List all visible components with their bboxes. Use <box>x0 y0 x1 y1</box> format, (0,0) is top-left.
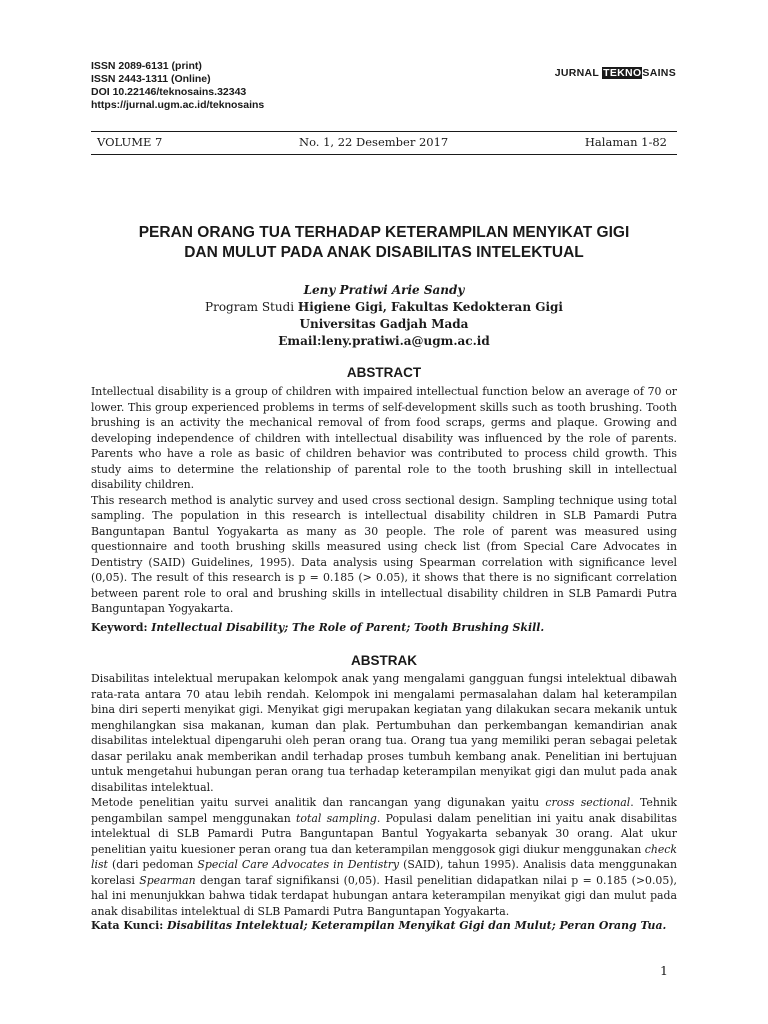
abstrak-p2-a: Metode penelitian yaitu survei analitik dan rancangan yang digunakan yaitu <box>91 796 546 809</box>
affiliation-university: Universitas Gadjah Mada <box>299 317 469 331</box>
issn-print: ISSN 2089-6131 (print) <box>91 60 202 72</box>
journal-logo-tekno: TEKNO <box>603 67 642 79</box>
page-number: 1 <box>660 963 668 978</box>
abstrak-p2-g: (dari pedoman <box>107 858 198 871</box>
author-name: Leny Pratiwi Arie Sandy <box>303 283 465 297</box>
journal-logo-suffix: SAINS <box>642 67 676 79</box>
abstrak-p2-f: check list <box>91 842 677 871</box>
affiliation-program <box>60 299 708 316</box>
abstract-body <box>91 384 677 617</box>
doi: DOI 10.22146/teknosains.32343 <box>91 86 247 98</box>
abstrak-paragraph-1: Disabilitas intelektual merupakan kelompok anak yang mengalami gangguan fungsi intelektual dibawah rata-rata antara 70 atau lebih rendah. Kelompok ini mengalami permasalahan dalam hal keterampilan bina diri seperti menyikat gigi. Menyikat gigi merupakan kegiatan yang dilakukan secara mekanik untuk menghilangkan sisa makanan, kuman dan plak. Pertumbuhan dan perkembangan kemandirian anak disabilitas intelektual dipengaruhi oleh peran orang tua. Orang tua yang memiliki peran sebagai peletak dasar perilaku anak memberikan andil terhadap proses tumbuh kembang anak. Penelitian ini bertujuan untuk mengetahui hubungan peran orang tua terhadap keterampilan menyikat gigi dan mulut pada anak disabilitas intelektual. <box>91 672 677 794</box>
abstract-paragraph-1: Intellectual disability is a group of children with impaired intellectual function below an average of 70 or lower. This group experienced problems in terms of self-development skills such as tooth brushing. Tooth brushing is an activity the mechanical removal of from food scraps, germs and plaque. Growing and developing independence of children with intellectual disability was influenced by the role of parents. Parents who have a role as basic of children behavior was contributed to process child growth. This study aims to determine the relationship of parental role to the tooth brushing skill in intellectual disability children. <box>91 385 677 491</box>
abstract-keywords <box>91 620 677 636</box>
abstrak-p2-h: Special Care Advocates in Dentistry <box>197 858 400 871</box>
issue-label: No. 1, 22 Desember 2017 <box>299 135 449 149</box>
publication-metadata <box>91 60 264 112</box>
abstrak-p2-e: . Populasi dalam penelitian ini yaitu anak disabilitas intelektual di SLB Pamardi Putra Banguntapan Bantul Yogyakarta sebanyak 30 orang. Alat ukur penelitian yaitu kuesioner peran orang tua dan keterampilan menggosok gigi diukur menggunakan <box>91 811 677 856</box>
kata-kunci-label: Kata Kunci: <box>91 919 168 932</box>
abstrak-heading: ABSTRAK <box>351 653 417 668</box>
author-email: Email:leny.pratiwi.a@ugm.ac.id <box>278 334 490 348</box>
volume-label: VOLUME 7 <box>97 135 163 149</box>
article-title <box>60 223 708 263</box>
abstrak-p2-b: cross sectional <box>545 796 631 809</box>
volume-rule-top <box>91 131 677 132</box>
article-title-line-1: PERAN ORANG TUA TERHADAP KETERAMPILAN MENYIKAT GIGI <box>138 224 630 241</box>
journal-logo-prefix: JURNAL <box>554 67 603 79</box>
abstract-paragraph-2: This research method is analytic survey and used cross sectional design. Sampling technique using total sampling. The population in this research is intellectual disability children in SLB Pamardi Putra Banguntapan Bantul Yogyakarta as many as 30 people. The role of parent was measured using questionnaire and tooth brushing skills measured using check list (from Special Care Advocates in Dentistry (SAID) Guidelines, 1995). Data analysis using Spearman correlation with significance level (0,05). The result of this research is p = 0.185 (> 0.05), it shows that there is no significant correlation between parent role to oral and brushing skills in intellectual disability children in SLB Pamardi Putra Banguntapan Yogyakarta. <box>91 493 677 615</box>
program-name: Higiene Gigi, Fakultas Kedokteran Gigi <box>297 300 563 314</box>
volume-rule-bottom <box>91 154 677 155</box>
abstrak-p2-i: (SAID), tahun 1995). Analisis data menggunakan korelasi <box>91 858 677 887</box>
abstrak-p2-c: . Tehnik pengambilan sampel menggunakan <box>91 796 677 825</box>
issn-online: ISSN 2443-1311 (Online) <box>91 73 211 85</box>
abstrak-p2-k: dengan taraf signifikansi (0,05). Hasil penelitian didapatkan nilai p = 0.185 (>0.05), hal ini menunjukkan bahwa tidak terdapat hubungan antara keterampilan menyikat gigi dan mulut pada anak disabilitas intelektual di SLB Pamardi Putra Banguntapan Yogyakarta. <box>91 873 677 918</box>
abstrak-p2-j: Spearman <box>139 873 196 887</box>
journal-url: https://jurnal.ugm.ac.id/teknosains <box>91 99 265 111</box>
kata-kunci-terms: Disabilitas Intelektual; Keterampilan Menyikat Gigi dan Mulut; Peran Orang Tua. <box>167 919 667 932</box>
author-block <box>60 282 708 350</box>
pages-label: Halaman 1-82 <box>584 135 667 149</box>
article-title-line-2: DAN MULUT PADA ANAK DISABILITAS INTELEKTUAL <box>184 244 584 261</box>
volume-bar <box>97 135 667 149</box>
abstract-heading: ABSTRACT <box>346 365 422 380</box>
abstrak-p2-d: total sampling <box>296 811 377 825</box>
abstrak-paragraph-2 <box>91 795 677 919</box>
abstrak-keywords <box>91 918 677 934</box>
journal-logo <box>555 67 676 79</box>
program-label: Program Studi <box>205 300 298 314</box>
keyword-terms: Intellectual Disability; The Role of Parent; Tooth Brushing Skill. <box>151 621 545 634</box>
abstrak-body <box>91 671 677 919</box>
keyword-label: Keyword: <box>91 621 152 634</box>
